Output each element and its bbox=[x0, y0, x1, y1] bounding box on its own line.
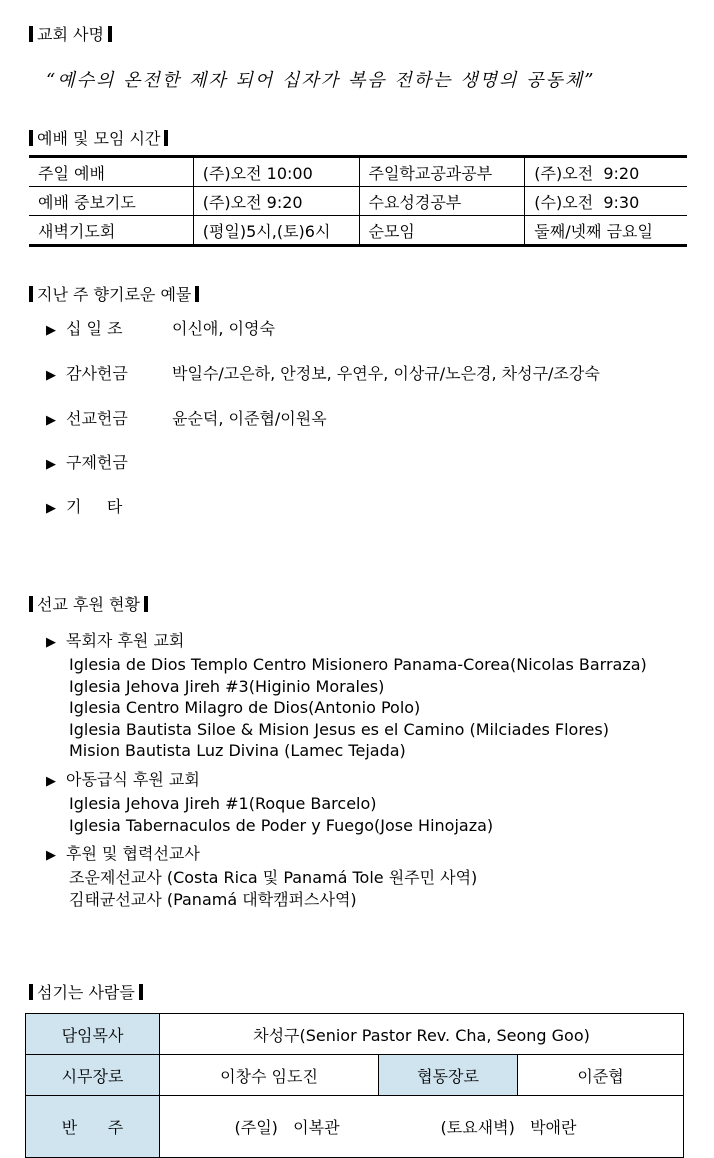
triangle-right-icon: ▶ bbox=[46, 413, 56, 428]
offering-item bbox=[46, 363, 600, 387]
table-cell: (주)오전 9:20 bbox=[193, 187, 359, 216]
support-group bbox=[46, 769, 493, 836]
table-cell: 수요성경공부 bbox=[359, 187, 525, 216]
offering-item bbox=[46, 496, 172, 520]
table-cell: 주일 예배 bbox=[29, 157, 193, 187]
list-item: Iglesia de Dios Templo Centro Misionero Panama-Corea(Nicolas Barraza) bbox=[69, 655, 647, 674]
triangle-right-icon: ▶ bbox=[46, 368, 56, 383]
triangle-right-icon: ▶ bbox=[46, 635, 56, 650]
assoc-elder-label: 협동장로 bbox=[379, 1055, 518, 1096]
table-row bbox=[26, 1055, 684, 1096]
vertical-bar-icon bbox=[108, 26, 112, 42]
support-group-header bbox=[46, 843, 477, 867]
vertical-bar-icon bbox=[195, 286, 199, 302]
elder-label: 시무장로 bbox=[26, 1055, 160, 1096]
list-item: 조운제선교사 (Costa Rica 및 Panamá Tole 원주민 사역) bbox=[69, 868, 478, 887]
table-row bbox=[26, 1014, 684, 1055]
table-cell: 새벽기도회 bbox=[29, 216, 193, 246]
offering-label: 기 타 bbox=[66, 497, 123, 516]
support-group-title: 후원 및 협력선교사 bbox=[66, 844, 200, 863]
table-cell: (수)오전 9:30 bbox=[525, 187, 687, 216]
table-cell: (평일)5시,(토)6시 bbox=[193, 216, 359, 246]
list-item: Iglesia Centro Milagro de Dios(Antonio Polo) bbox=[69, 698, 421, 717]
accompanist-sunday: (주일) 이복관 bbox=[234, 1118, 340, 1137]
table-row bbox=[26, 1096, 684, 1158]
triangle-right-icon: ▶ bbox=[46, 848, 56, 863]
offering-item bbox=[46, 408, 327, 432]
accompanist-label: 반 주 bbox=[26, 1096, 160, 1158]
table-cell: 예배 중보기도 bbox=[29, 187, 193, 216]
offering-names: 박일수/고은하, 안정보, 우연우, 이상규/노은경, 차성구/조강숙 bbox=[172, 364, 600, 383]
table-row bbox=[29, 187, 687, 216]
senior-pastor-label: 담임목사 bbox=[26, 1014, 160, 1055]
offering-item bbox=[46, 318, 275, 342]
section-header-mission: 교회 사명 bbox=[29, 24, 112, 46]
triangle-right-icon: ▶ bbox=[46, 774, 56, 789]
offering-label: 구제헌금 bbox=[66, 453, 128, 472]
triangle-right-icon: ▶ bbox=[46, 501, 56, 516]
offering-item bbox=[46, 452, 172, 476]
vertical-bar-icon bbox=[164, 130, 168, 146]
support-group-title: 목회자 후원 교회 bbox=[66, 631, 185, 650]
table-cell: 둘째/넷째 금요일 bbox=[525, 216, 687, 246]
vertical-bar-icon bbox=[139, 984, 143, 1000]
list-item: Iglesia Jehova Jireh #1(Roque Barcelo) bbox=[69, 794, 377, 813]
vertical-bar-icon bbox=[144, 596, 148, 612]
table-row bbox=[29, 157, 687, 187]
list-item: 김태균선교사 (Panamá 대학캠퍼스사역) bbox=[69, 889, 357, 909]
accompanist-saturday: (토요새벽) 박애란 bbox=[440, 1118, 577, 1137]
section-header-worship: 예배 및 모임 시간 bbox=[29, 128, 168, 150]
table-row bbox=[29, 216, 687, 246]
accompanist-value bbox=[160, 1096, 684, 1158]
triangle-right-icon: ▶ bbox=[46, 323, 56, 338]
elder-value: 이창수 임도진 bbox=[160, 1055, 379, 1096]
list-item: Iglesia Bautista Siloe & Mision Jesus es el Camino (Milciades Flores) bbox=[69, 719, 609, 739]
triangle-right-icon: ▶ bbox=[46, 457, 56, 472]
support-group-header bbox=[46, 630, 647, 654]
senior-pastor-value: 차성구(Senior Pastor Rev. Cha, Seong Goo) bbox=[160, 1014, 684, 1055]
offering-names: 이신애, 이영숙 bbox=[172, 319, 275, 338]
support-group-header bbox=[46, 769, 493, 793]
mission-statement: “예수의 온전한 제자 되어 십자가 복음 전하는 생명의 공동체” bbox=[46, 70, 596, 91]
assoc-elder-value: 이준협 bbox=[518, 1055, 684, 1096]
offering-label: 십 일 조 bbox=[66, 319, 123, 338]
offering-names: 윤순덕, 이준협/이원옥 bbox=[172, 409, 327, 428]
list-item: Iglesia Jehova Jireh #3(Higinio Morales) bbox=[69, 676, 385, 696]
support-group bbox=[46, 630, 647, 762]
section-header-support: 선교 후원 현황 bbox=[29, 594, 148, 616]
table-cell: 순모임 bbox=[359, 216, 525, 246]
table-cell: (주)오전 9:20 bbox=[525, 157, 687, 187]
offering-label: 감사헌금 bbox=[66, 364, 128, 383]
section-header-offerings: 지난 주 향기로운 예물 bbox=[29, 284, 199, 306]
list-item: Iglesia Tabernaculos de Poder y Fuego(Jose Hinojaza) bbox=[69, 815, 494, 835]
offering-label: 선교헌금 bbox=[66, 409, 128, 428]
table-cell: (주)오전 10:00 bbox=[193, 157, 359, 187]
list-item: Mision Bautista Luz Divina (Lamec Tejada) bbox=[69, 741, 406, 760]
worship-schedule-table bbox=[29, 155, 687, 247]
staff-table bbox=[25, 1013, 684, 1158]
section-header-servants: 섬기는 사람들 bbox=[29, 982, 143, 1004]
support-group bbox=[46, 843, 477, 910]
table-cell: 주일학교공과공부 bbox=[359, 157, 525, 187]
support-group-title: 아동급식 후원 교회 bbox=[66, 770, 200, 789]
